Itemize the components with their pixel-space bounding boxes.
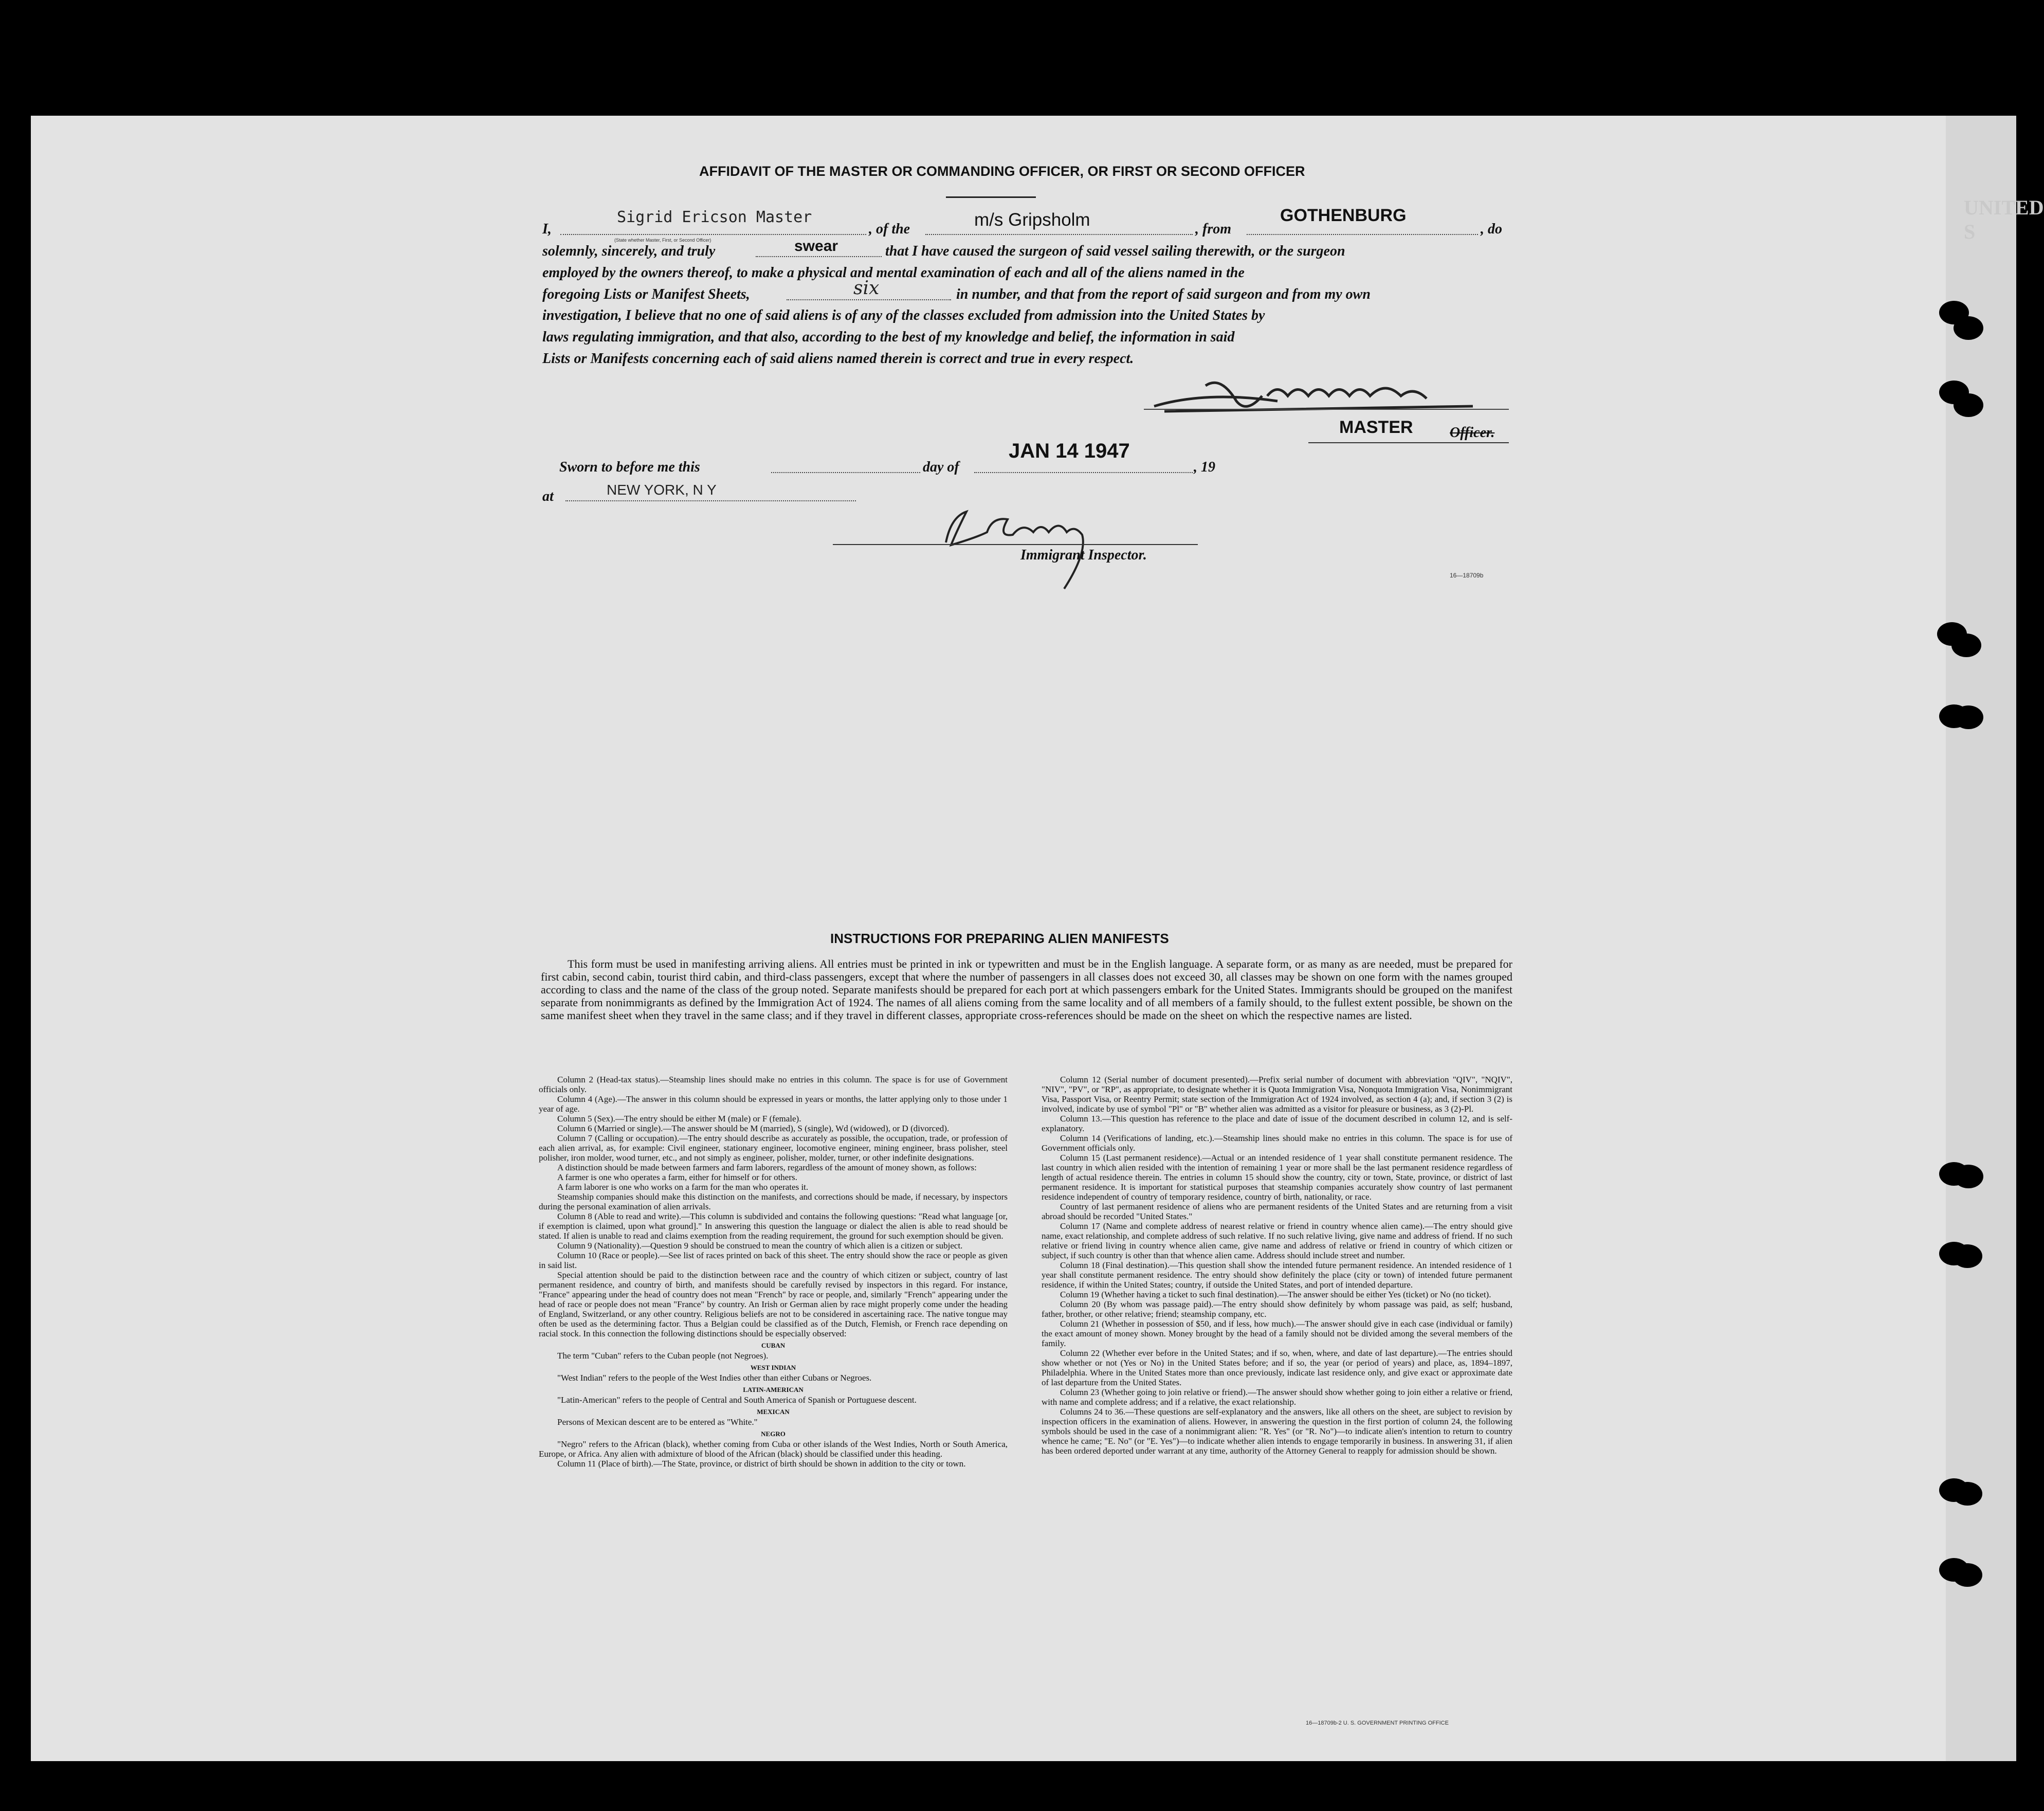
oath-line (756, 256, 882, 257)
left-paragraph: Column 5 (Sex).—The entry should be either M (male) or F (female). (557, 1114, 801, 1124)
from-text: , from (1195, 221, 1231, 237)
printing-office-footer: 16—18709b-2 U. S. GOVERNMENT PRINTING OFFICE (1306, 1720, 1449, 1726)
section-text: "Latin-American" refers to the people of Central and South America of Spanish or Portuguese descent. (557, 1395, 917, 1405)
sworn-text: Sworn to before me this (559, 459, 700, 475)
section-text: "Negro" refers to the African (black), whether coming from Cuba or other islands of the West Indies, North or South America, Europe, or Africa. Any alien with admixture of blood of the African (black) should be classified under this heading. (539, 1439, 1008, 1459)
binder-hole (1952, 1244, 1982, 1268)
line5: investigation, I believe that no one of said aliens is of any of the classes excluded from admission into the United States by (542, 307, 1265, 323)
state-note: (State whether Master, First, or Second Officer) (614, 238, 711, 243)
day-line (771, 472, 920, 473)
do-text: , do (1481, 221, 1502, 237)
right-paragraph: Column 23 (Whether going to join relative or friend).—The answer should show whether going to join either a relative or friend, with name and complete address; and if a relative, the exact relationship. (1042, 1387, 1512, 1407)
inspector-title: Immigrant Inspector. (1020, 547, 1147, 563)
right-paragraph: Column 14 (Verifications of landing, etc.).—Steamship lines should make no entries in this column. The space is for use of Government officials only. (1042, 1133, 1512, 1153)
left-paragraph: Column 10 (Race or people).—See list of races printed on back of this sheet. The entry should show the race or people as given in said list. (539, 1251, 1008, 1270)
place-line (565, 500, 856, 501)
master-signature (1144, 370, 1504, 422)
oath-word: swear (794, 238, 838, 255)
month-line (974, 472, 1193, 473)
left-paragraph: Special attention should be paid to the distinction between race and the country of which citizen or subject, country of last permanent residence, and country of birth, and manifests should be carefully revised by inspectors in this regard. For instance, "France" appearing under the head of country does not mean "French" by race or people, and, similarly "French" appearing under the head of race or people does not mean "France" by country. An Irish or German alien by race might properly come under the heading of England, Switzerland, or any other country. Religious beliefs are not to be considered in ascertaining race. The native tongue may often be used as the determining factor. Thus a Belgian could be classified as of the Dutch, Flemish, or French race depending on racial stock. In this connection the following distinctions should be especially observed: (539, 1270, 1008, 1338)
line7: Lists or Manifests concerning each of said aliens named therein is correct and true in every respect. (542, 351, 1134, 367)
left-paragraph: Column 9 (Nationality).—Question 9 should be construed to mean the country of which alien is a citizen or subject. (557, 1241, 963, 1251)
line2-start: solemnly, sincerely, and truly (542, 243, 716, 259)
right-paragraph: Column 21 (Whether in possession of $50, and if less, how much).—The answer should give in each case (individual or family) the exact amount of money shown. Money brought by the head of a family should not be divided among the several members of the family. (1042, 1319, 1512, 1348)
right-paragraph: Column 18 (Final destination).—This question shall show the intended future permanent residence. An intended residence of 1 year shall constitute permanent residence. The entry should show definitely the place (city or town) of intended future permanent residence, if within the United States; country, if outside the United States, and port of intended departure. (1042, 1260, 1512, 1290)
section-text: "West Indian" refers to the people of the West Indies other than either Cubans or Negroes. (557, 1373, 872, 1383)
date-stamp: JAN 14 1947 (1009, 440, 1130, 462)
sheets-line (787, 299, 951, 300)
left-paragraph: Column 6 (Married or single).—The answer should be M (married), S (single), Wd (widowed), or D (divorced). (557, 1124, 950, 1133)
right-paragraph: Column 17 (Name and complete address of nearest relative or friend in country whence alien came).—The entry should give name, exact relationship, and complete address of such relative. If no such relative living, give name and address of friend. If no such relative or friend living in country whence alien came, give name and address of relative or friend in country of which citizen or subject, if such country is other than that whence alien came. Address should include street and number. (1042, 1221, 1512, 1260)
form-number: 16—18709b (1450, 572, 1484, 579)
bleed-through-text: UNITED S (1964, 196, 2044, 243)
left-paragraph: A distinction should be made between farmers and farm laborers, regardless of the amount of money shown, as follows: (557, 1163, 977, 1172)
title-rule (946, 196, 1036, 198)
instructions-intro: This form must be used in manifesting arriving aliens. All entries must be printed in ink or typewritten and must be in the English language. A separate form, or as many as are needed, must be prepared for first cabin, second cabin, tourist third cabin, and third-class passengers, except that where the number of passengers in all classes does not exceed 30, all classes may be shown on one form with the names grouped according to class and the name of the class of the group noted. Separate manifests should be prepared for each port at which passengers embark for the United States. Immigrants should be grouped on the manifest separate from nonimmigrants as defined by the Immigration Act of 1924. The names of all aliens coming from the same locality and of all members of a family should, to the fullest extent possible, be shown on the same manifest sheet when they travel in the same class; and if they travel in different classes, appropriate cross-references should be made on the sheet on which the respective names are listed. (541, 957, 1512, 1022)
right-paragraph: Columns 24 to 36.—These questions are self-explanatory and the answers, like all others on the sheet, are subject to revision by inspection officers in the examination of aliens. However, in answering the question in the first portion of column 24, the following symbols should be used in the case of a nonimmigrant alien: "R. Yes" (or "R. No")—to indicate alien's intention to return to country whence he came; "E. No" (or "E. Yes")—to indicate whether alien intends to engage temporarily in business. In answering 31, if alien has been ordered deported under warrant at any time, authority of the Attorney General to reapply for admission should be shown. (1042, 1407, 1512, 1456)
sheets-count: six (853, 278, 880, 299)
line4-end: in number, and that from the report of said surgeon and from my own (956, 286, 1371, 302)
binder-hole (1954, 316, 1983, 340)
binder-hole (1954, 705, 1983, 729)
line6: laws regulating immigration, and that also, according to the best of my knowledge and belief, the information in said (542, 329, 1235, 345)
right-paragraph: Column 13.—This question has reference to the place and date of issue of the document described in column 12, and is self-explanatory. (1042, 1114, 1512, 1133)
left-paragraph: Column 2 (Head-tax status).—Steamship lines should make no entries in this column. The space is for use of Government officials only. (539, 1075, 1008, 1094)
section-heading: NEGRO (761, 1430, 786, 1438)
section-text: The term "Cuban" refers to the Cuban people (not Negroes). (557, 1351, 769, 1361)
left-paragraph: Column 11 (Place of birth).—The State, province, or district of birth should be shown in addition to the city or town. (557, 1459, 966, 1469)
next-page-edge (1946, 116, 2016, 1761)
binder-hole (1954, 393, 1983, 417)
officer-name-line (560, 234, 866, 235)
master-stamp: MASTER (1339, 418, 1413, 437)
right-paragraph: Column 22 (Whether ever before in the United States; and if so, when, where, and date of last departure).—The entries should show whether or not (Yes or No) in the United States before; and if so, the year (or period of years) and place, as, 1894–1897, Philadelphia. Where in the United States more than once previously, indicate last residence only, and give exact or approximate date of last departure from the United States. (1042, 1348, 1512, 1387)
port-line (1247, 234, 1478, 235)
vessel-name: m/s Gripsholm (974, 210, 1090, 230)
officer-name: Sigrid Ericson Master (617, 208, 812, 226)
left-paragraph: A farm laborer is one who works on a farm for the man who operates it. (557, 1182, 809, 1192)
inspector-signature-line (833, 544, 1198, 545)
line3: employed by the owners thereof, to make a physical and mental examination of each and all of the aliens named in the (542, 265, 1245, 281)
affidavit-title: AFFIDAVIT OF THE MASTER OR COMMANDING OFFICER, OR FIRST OR SECOND OFFICER (699, 164, 1305, 179)
binder-hole (1954, 1165, 1983, 1188)
binder-hole (1952, 1563, 1982, 1587)
left-paragraph: Column 7 (Calling or occupation).—The entry should describe as accurately as possible, the occupation, trade, or profession of each alien arrival, as, for example: Civil engineer, stationary engineer, locomotive engineer, mining engineer, brass polisher, steel polisher, iron molder, wood turner, etc., and not simply as engineer, polisher, molder, turner, or other indefinite designations. (539, 1133, 1008, 1163)
section-heading: MEXICAN (757, 1408, 790, 1416)
section-heading: WEST INDIAN (750, 1364, 796, 1371)
binder-hole (1952, 1482, 1982, 1506)
section-heading: LATIN-AMERICAN (743, 1386, 804, 1393)
right-paragraph: Column 12 (Serial number of document presented).—Prefix serial number of document with abbreviation "QIV", "NQIV", "NIV", "PV", or "RP", as appropriate, to designate whether it is Quota Immigration Visa, Nonquota Immigration Visa, Nonimmigrant Visa, Passport Visa, or Reentry Permit; state section of the Immigration Act of 1924 involved, as section 4 (a); and, if section 3 (2) is involved, indicate by use of symbol "Pl" or "B" whether alien was admitted as a visitor for pleasure or business, as 3 (2)-Pl. (1042, 1075, 1512, 1114)
left-paragraph: Column 4 (Age).—The answer in this column should be expressed in years or months, the latter applying only to those under 1 year of age. (539, 1094, 1008, 1114)
line4-start: foregoing Lists or Manifest Sheets, (542, 286, 750, 302)
master-signature-line (1144, 409, 1509, 410)
instructions-left-column (539, 1075, 1008, 1469)
section-heading: CUBAN (761, 1342, 786, 1349)
vessel-line (925, 234, 1193, 235)
nineteen-text: , 19 (1194, 459, 1215, 475)
left-paragraph: A farmer is one who operates a farm, either for himself or for others. (557, 1172, 797, 1182)
officer-word: Officer. (1450, 425, 1495, 441)
right-paragraph: Column 15 (Last permanent residence).—Actual or an intended residence of 1 year shall constitute permanent residence. The last country in which alien resided with the intention of remaining 1 year or more shall be the last permanent residence regardless of length of actual residence therein. The entries in column 15 should show the country, city or town, State, province, or district of last permanent residence. It is important for statistical purposes that steamship companies accurately show country of last permanent residence independent of country of temporary residence, country of birth, nationality, or race. (1042, 1153, 1512, 1202)
right-paragraph: Column 20 (By whom was passage paid).—The entry should show definitely by whom passage was paid, as self; husband, father, brother, or other relative; friend; steamship company, etc. (1042, 1299, 1512, 1319)
master-title-line (1308, 442, 1509, 443)
left-paragraph: Steamship companies should make this distinction on the manifests, and corrections should be made, if necessary, by inspectors during the personal examination of alien arrivals. (539, 1192, 1008, 1211)
line2-end: that I have caused the surgeon of said vessel sailing therewith, or the surgeon (885, 243, 1345, 259)
port-name: GOTHENBURG (1280, 206, 1407, 225)
affidavit-i: I, (542, 221, 552, 237)
right-paragraph: Country of last permanent residence of aliens who are permanent residents of the United States and are returning from a visit abroad should be recorded "United States." (1042, 1202, 1512, 1221)
at-text: at (542, 488, 554, 504)
instructions-right-column (1042, 1075, 1512, 1456)
day-of-text: day of (923, 459, 959, 475)
left-paragraph: Column 8 (Able to read and write).—This column is subdivided and contains the following questions: "Read what language [or, if exemption is claimed, upon what ground]." In answering this question the language or dialect the alien is able to read should be stated. If alien is unable to read and claims exemption from the reading requirement, the ground for such exemption should be given. (539, 1211, 1008, 1241)
instructions-title: INSTRUCTIONS FOR PREPARING ALIEN MANIFESTS (830, 931, 1169, 946)
binder-hole (1951, 633, 1981, 657)
place-name: NEW YORK, N Y (607, 482, 717, 498)
right-paragraph: Column 19 (Whether having a ticket to such final destination).—The answer should be either Yes (ticket) or No (no ticket). (1060, 1290, 1491, 1299)
of-the-text: , of the (869, 221, 910, 237)
section-text: Persons of Mexican descent are to be entered as "White." (557, 1417, 758, 1427)
